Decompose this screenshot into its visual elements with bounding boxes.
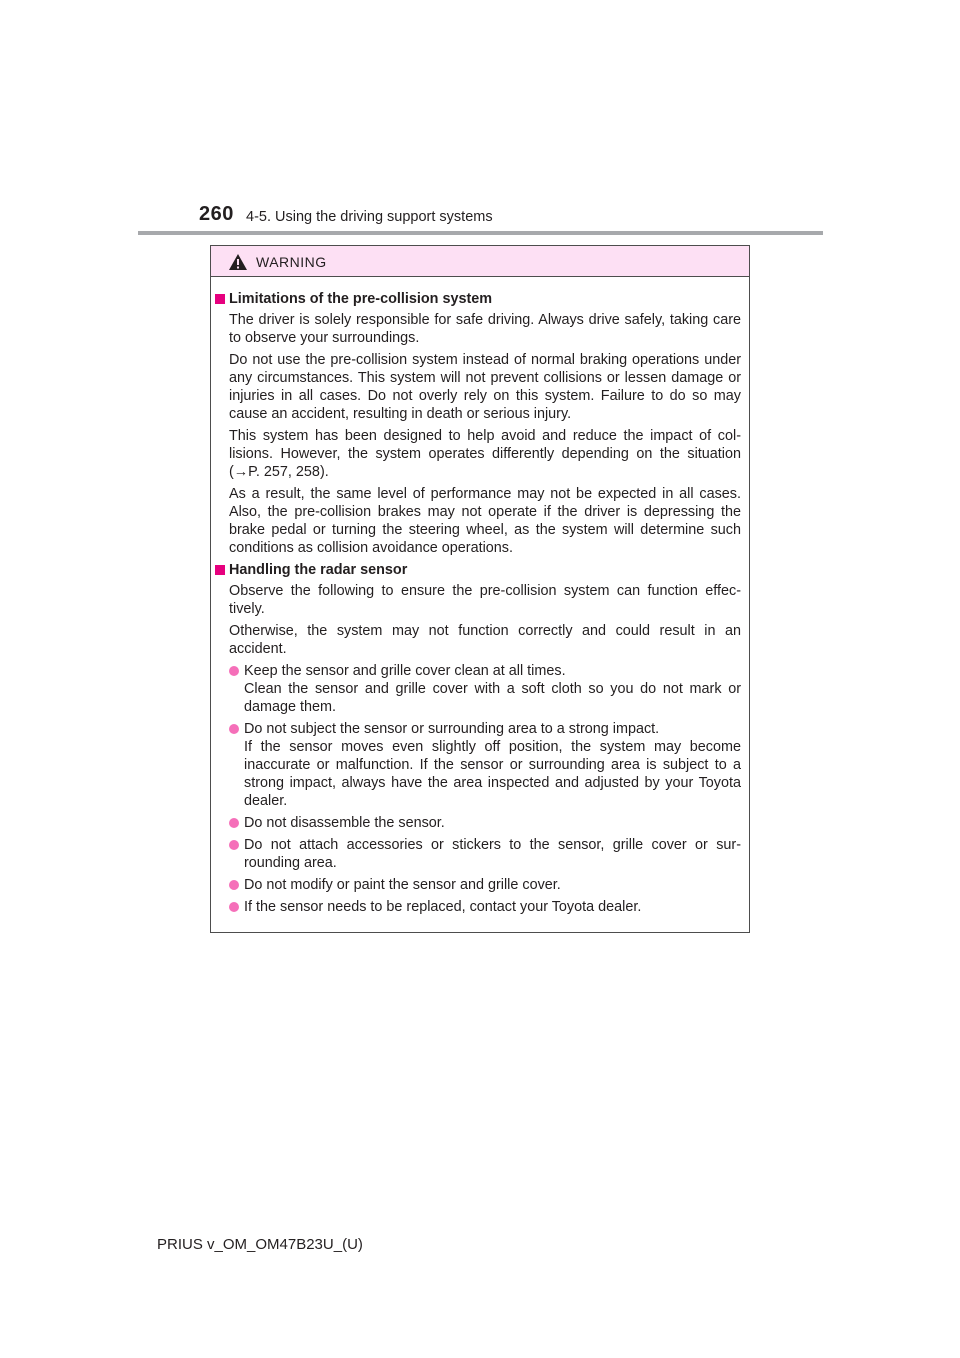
warning-label: WARNING: [256, 254, 327, 270]
bullet-title: Do not disassemble the sensor.: [244, 815, 445, 831]
paragraph: Do not use the pre-collision system instead of normal braking operations under any circumstances. This system will not prevent collisions or lessen damage or injuries in all cases. Do not overly rely on this system. Failure to do so may cause an accident, resulting in death or serious injury.: [229, 352, 741, 422]
list-item: [229, 898, 741, 916]
list-item: [229, 836, 741, 872]
bullet-text: Clean the sensor and grille cover with a soft cloth so you do not mark or damage them.: [244, 681, 741, 715]
circle-bullet-icon: [229, 666, 239, 676]
section-heading-limitations: [214, 290, 741, 308]
section-heading-radar-sensor: [214, 561, 741, 579]
circle-bullet-icon: [229, 724, 239, 734]
warning-header: [211, 246, 749, 277]
warning-triangle-icon: [228, 253, 248, 271]
bullet-title: If the sensor needs to be replaced, contact your Toyota dealer.: [244, 899, 642, 915]
warning-box: [210, 245, 750, 933]
paragraph: The driver is solely responsible for safe driving. Always drive safely, taking care to observe your surroundings.: [229, 312, 741, 346]
heading-text: Limitations of the pre-collision system: [229, 291, 493, 307]
square-bullet-icon: [215, 565, 225, 575]
footer-model-code: PRIUS v_OM_OM47B23U_(U): [157, 1236, 363, 1253]
list-item: [229, 662, 741, 716]
circle-bullet-icon: [229, 818, 239, 828]
paragraph: Observe the following to ensure the pre-collision system can function effec-tively.: [229, 583, 741, 617]
header-rule: [138, 231, 823, 235]
list-item: [229, 720, 741, 810]
paragraph: Otherwise, the system may not function correctly and could result in an accident.: [229, 623, 741, 657]
bullet-title: Do not attach accessories or stickers to the sensor, grille cover or sur-rounding area.: [244, 837, 741, 871]
page-number: 260: [199, 203, 234, 225]
circle-bullet-icon: [229, 840, 239, 850]
circle-bullet-icon: [229, 880, 239, 890]
bullet-title: Keep the sensor and grille cover clean at all times.: [244, 663, 566, 679]
section-title: 4-5. Using the driving support systems: [246, 209, 493, 225]
list-item: [229, 814, 741, 832]
list-item: [229, 876, 741, 894]
paragraph: As a result, the same level of performance may not be expected in all cases. Also, the pre-collision brakes may not operate if the driver is depressing the brake pedal or turning the steering wheel, as the system will determine such conditions as collision avoidance operations.: [229, 486, 741, 556]
bullet-title: Do not modify or paint the sensor and grille cover.: [244, 877, 561, 893]
circle-bullet-icon: [229, 902, 239, 912]
bullet-title: Do not subject the sensor or surrounding area to a strong impact.: [244, 721, 660, 737]
heading-text: Handling the radar sensor: [229, 562, 408, 578]
square-bullet-icon: [215, 294, 225, 304]
warning-body: [211, 277, 749, 916]
paragraph: This system has been designed to help avoid and reduce the impact of col-lisions. However, the system operates differently depending on the situation (→P. 257, 258).: [229, 428, 741, 480]
bullet-text: If the sensor moves even slightly off position, the system may become inaccurate or malfunction. If the sensor or surrounding area is subject to a strong impact, always have the area inspected and adjusted by your Toyota dealer.: [244, 739, 741, 809]
